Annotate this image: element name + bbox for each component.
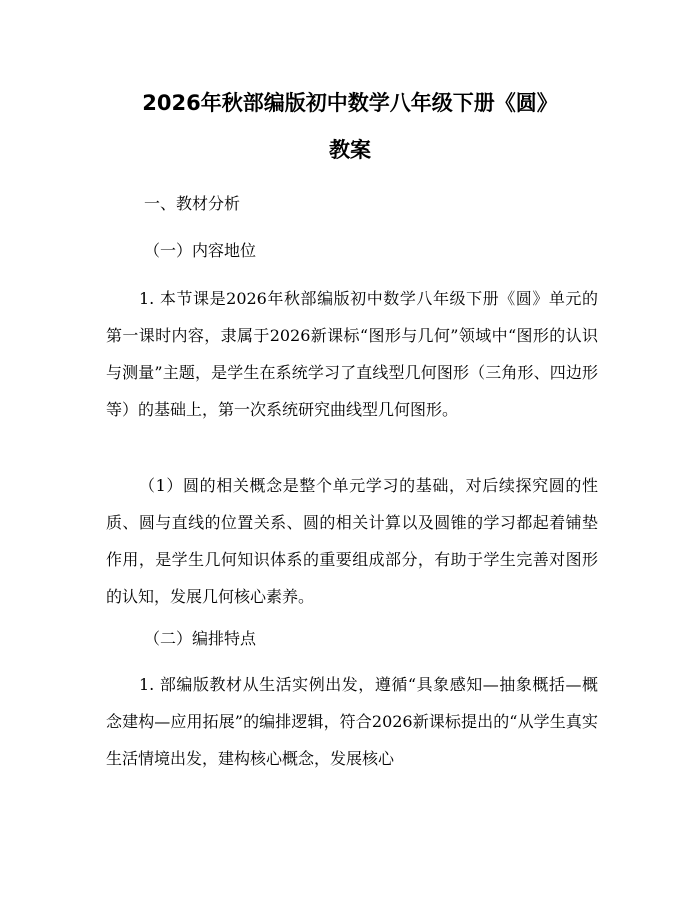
paragraph: （1）圆的相关概念是整个单元学习的基础，对后续探究圆的性质、圆与直线的位置关系、圆的相关计算以及圆锥的学习都起着铺垫作用，是学生几何知识体系的重要组成部分，有助于学生完善对图形的认知，发展几何核心素养。 <box>106 476 598 606</box>
paragraph: 1. 部编版教材从生活实例出发，遵循“具象感知—抽象概括—概念建构—应用拓展”的编排逻辑，符合2026新课标提出的“从学生真实生活情境出发，建构核心概念，发展核心 <box>106 675 598 768</box>
section-heading: 一、教材分析 <box>144 194 241 213</box>
document-title-continued: 教案 <box>329 138 371 162</box>
paragraph: 1. 本节课是2026年秋部编版初中数学八年级下册《圆》单元的第一课时内容，隶属于2026新课标“图形与几何”领域中“图形的认识与测量”主题，是学生在系统学习了直线型几何图形（三角形、四边形等）的基础上，第一次系统研究曲线型几何图形。 <box>106 289 598 419</box>
subsection-heading: （一）内容地位 <box>144 241 257 260</box>
subsection-heading: （二）编排特点 <box>144 629 257 648</box>
document-title: 2026年秋部编版初中数学八年级下册《圆》 <box>142 91 558 115</box>
